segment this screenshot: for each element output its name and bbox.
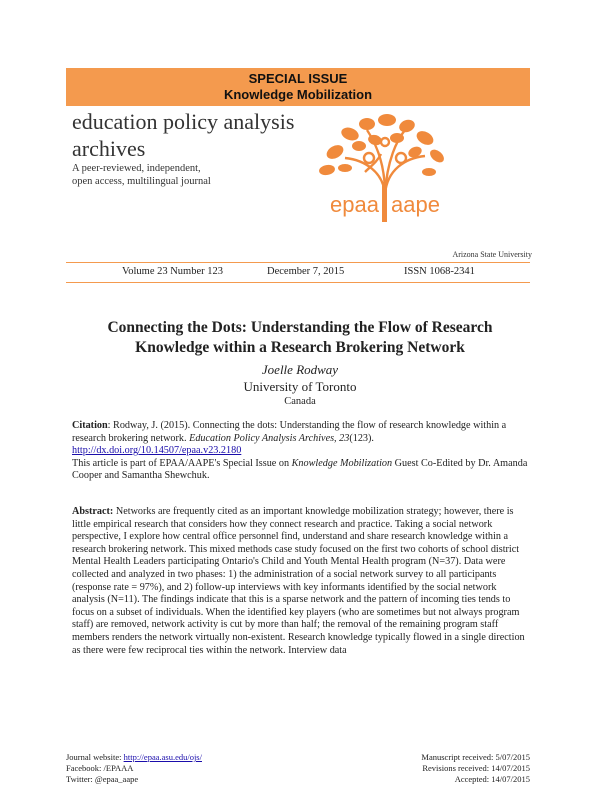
article-title: [72, 318, 528, 358]
article-title-line1: Connecting the Dots: Understanding the Flow of Research: [107, 319, 493, 336]
abstract-label: Abstract:: [72, 506, 114, 517]
citation-text: : Rodway, J. (2015). Connecting the dots: Understanding the flow of research knowledge within a research brokering network.: [72, 420, 507, 444]
journal-website-link[interactable]: http://epaa.asu.edu/ojs/: [123, 752, 202, 762]
banner-line1: SPECIAL ISSUE: [248, 71, 348, 86]
abstract-text: Networks are frequently cited as an important knowledge mobilization strategy; however, there is little empirical research that considers how they connect research and practice. Taking a social network perspective, I explore how central office personnel find, understand and share research knowledge within a research brokering network. This mixed methods case study focused on the first two cohorts of school district Mental Health Leaders participating Ontario's Child and Youth Mental Health program (N=37). Data were collected and analyzed in two phases: 1) the administration of a social network survey to all participants (response rate = 97%), and 2) follow-up interviews with key informants identified by the social network analysis (N=11). The findings indicate that this is a sparse network and the pattern of incoming ties tends to focus on a subset of individuals. When the identified key players (who are sometimes but not always program staff) are removed, network activity is cut by more than half; the removal of the remaining program staff members renders the network virtually non-existent. Research knowledge typically flowed in a single direction as there were few reciprocal ties within the network. Interview data: [72, 506, 525, 656]
special-issue-banner: [66, 68, 530, 106]
volume-number: Volume 23 Number 123: [122, 266, 224, 277]
journal-title-line1: education policy analysis: [72, 109, 295, 134]
manuscript-received: Manuscript received: 5/07/2015: [421, 752, 530, 762]
journal-title-line2: archives: [72, 136, 146, 161]
journal-title: [72, 108, 332, 162]
publisher-name: Arizona State University: [452, 250, 532, 259]
twitter-link[interactable]: Twitter: @epaa_aape: [66, 774, 139, 784]
epaa-tree-logo: [305, 112, 465, 222]
doi-link[interactable]: http://dx.doi.org/10.14507/epaa.v23.2180: [72, 445, 242, 457]
facebook-link[interactable]: Facebook: /EPAAA: [66, 763, 134, 773]
author-affiliation: University of Toronto: [243, 379, 357, 394]
author-country: Canada: [284, 396, 316, 407]
special-issue-topic: Knowledge Mobilization: [291, 457, 393, 469]
abstract-block: [72, 506, 528, 751]
author-name: Joelle Rodway: [261, 362, 339, 377]
footer-links: [66, 752, 202, 785]
journal-subtitle: [72, 162, 242, 188]
footer-dates: [421, 752, 530, 785]
divider-top: [66, 262, 530, 263]
issn: ISSN 1068-2341: [404, 266, 475, 277]
citation-block: [72, 420, 528, 483]
divider-bottom: [66, 282, 530, 283]
website-label: Journal website:: [66, 752, 124, 762]
article-title-line2: Knowledge within a Research Brokering Network: [135, 339, 465, 356]
issue-date: December 7, 2015: [267, 266, 345, 277]
special-issue-note: This article is part of EPAA/AAPE's Special Issue on: [72, 457, 292, 469]
journal-subtitle-line2: open access, multilingual journal: [72, 176, 211, 187]
logo-text-aape: aape: [391, 192, 440, 217]
banner-line2: Knowledge Mobilization: [223, 87, 373, 102]
journal-subtitle-line1: A peer-reviewed, independent,: [72, 163, 201, 174]
logo-text-epaa: epaa: [330, 192, 379, 217]
citation-journal: Education Policy Analysis Archives, 23: [189, 432, 350, 444]
citation-issue: (123).: [349, 432, 374, 444]
special-issue-editors: Guest Co-Edited by Dr. Amanda Cooper and Samantha Shewchuk.: [72, 457, 528, 482]
citation-label: Citation: [72, 420, 108, 431]
accepted-date: Accepted: 14/07/2015: [454, 774, 530, 784]
revisions-received: Revisions received: 14/07/2015: [422, 763, 530, 773]
